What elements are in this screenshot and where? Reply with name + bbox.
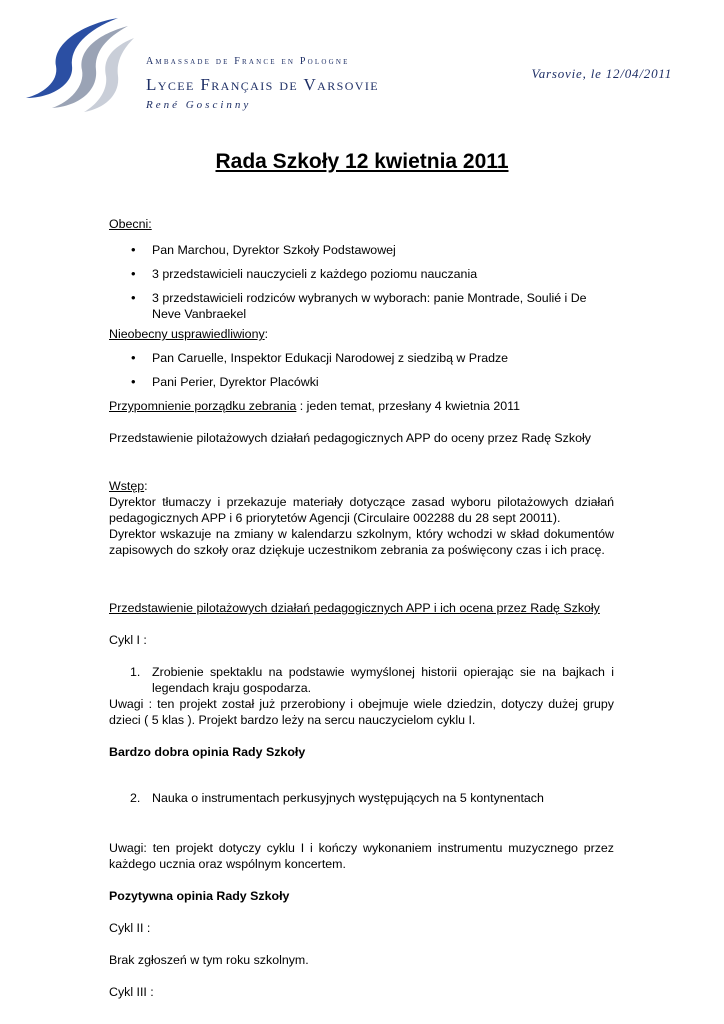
numbered-item-1 xyxy=(109,664,614,696)
list-item: • Pan Marchou, Dyrektor Szkoły Podstawowej xyxy=(109,242,614,258)
intro-label: Wstęp xyxy=(109,479,145,493)
letter-date: Varsovie, le 12/04/2011 xyxy=(531,66,672,81)
opinion-1: Bardzo dobra opinia Rady Szkoły xyxy=(109,745,306,759)
absent-list xyxy=(109,350,614,390)
absent-label: Nieobecny usprawiedliwiony xyxy=(109,327,265,341)
list-item: • Pan Caruelle, Inspektor Edukacji Narodowej z siedzibą w Pradze xyxy=(109,350,614,366)
intro-paragraph-2: Dyrektor wskazuje na zmiany w kalendarzu szkolnym, który wchodzi w skład dokumentów zapisowych do szkoły oraz dziękuje uczestnikom zebrania za poświęcony czas i ich pracę. xyxy=(109,527,614,557)
school-name: Lycee Français de Varsovie xyxy=(146,75,379,94)
presentation-line: Przedstawienie pilotażowych działań pedagogicznych APP do oceny przez Radę Szkoły xyxy=(109,431,591,445)
cycle3-label: Cykl III : xyxy=(109,985,154,999)
section-heading: Przedstawienie pilotażowych działań pedagogicznych APP i ich ocena przez Radę Szkoły xyxy=(109,601,600,615)
list-item: • Pani Perier, Dyrektor Placówki xyxy=(109,374,614,390)
agenda-label: Przypomnienie porządku zebrania xyxy=(109,399,297,413)
item-number: 2. xyxy=(130,791,141,805)
list-item: • 3 przedstawicieli nauczycieli z każdego poziomu nauczania xyxy=(109,266,614,282)
intro-paragraph-1: Dyrektor tłumaczy i przekazuje materiały dotyczące zasad wyboru pilotażowych działań pedagogicznych APP i 6 priorytetów Agencji (Circulaire 002288 du 28 sept 20011). xyxy=(109,495,614,525)
agenda-line xyxy=(109,398,614,414)
intro-colon: : xyxy=(144,479,148,493)
item1-remark: Uwagi : ten projekt został już przerobiony i obejmuje wiele dziedzin, dotyczy dużej grupy dzieci ( 5 klas ). Projekt bardzo leży na sercu nauczycielom cyklu I. xyxy=(109,697,614,727)
agenda-text: : jeden temat, przesłany 4 kwietnia 2011 xyxy=(296,399,520,413)
document-body xyxy=(109,216,614,1000)
letterhead xyxy=(0,0,724,130)
item-text: Zrobienie spektaklu na podstawie wymyślonej historii opierając sie na bajkach i legendach kraju gospodarza. xyxy=(152,665,614,695)
school-patron: René Goscinny xyxy=(146,99,252,111)
school-name-block xyxy=(146,56,379,112)
item-number: 1. xyxy=(130,665,141,679)
intro-heading xyxy=(109,478,614,494)
document-title: Rada Szkoły 12 kwietnia 2011 xyxy=(215,150,509,173)
list-item: • 3 przedstawicieli rodziców wybranych w wyborach: panie Montrade, Soulié i De Neve Vanbraekel xyxy=(109,290,614,322)
present-list xyxy=(109,242,614,322)
cycle2-label: Cykl II : xyxy=(109,921,151,935)
item-text: Nauka o instrumentach perkusyjnych występujących na 5 kontynentach xyxy=(152,791,544,805)
present-label: Obecni: xyxy=(109,217,152,231)
numbered-item-2 xyxy=(109,790,614,806)
absent-colon: : xyxy=(264,327,269,341)
item2-remark: Uwagi: ten projekt dotyczy cyklu I i kończy wykonaniem instrumentu muzycznego przez każdego ucznia oraz wspólnym koncertem. xyxy=(109,841,614,871)
opinion-2: Pozytywna opinia Rady Szkoły xyxy=(109,889,290,903)
embassy-line: Ambassade de France en Pologne xyxy=(146,56,350,67)
absent-heading xyxy=(109,326,614,342)
cycle1-label: Cykl I : xyxy=(109,633,147,647)
school-logo-icon xyxy=(22,14,134,114)
cycle2-text: Brak zgłoszeń w tym roku szkolnym. xyxy=(109,953,309,967)
